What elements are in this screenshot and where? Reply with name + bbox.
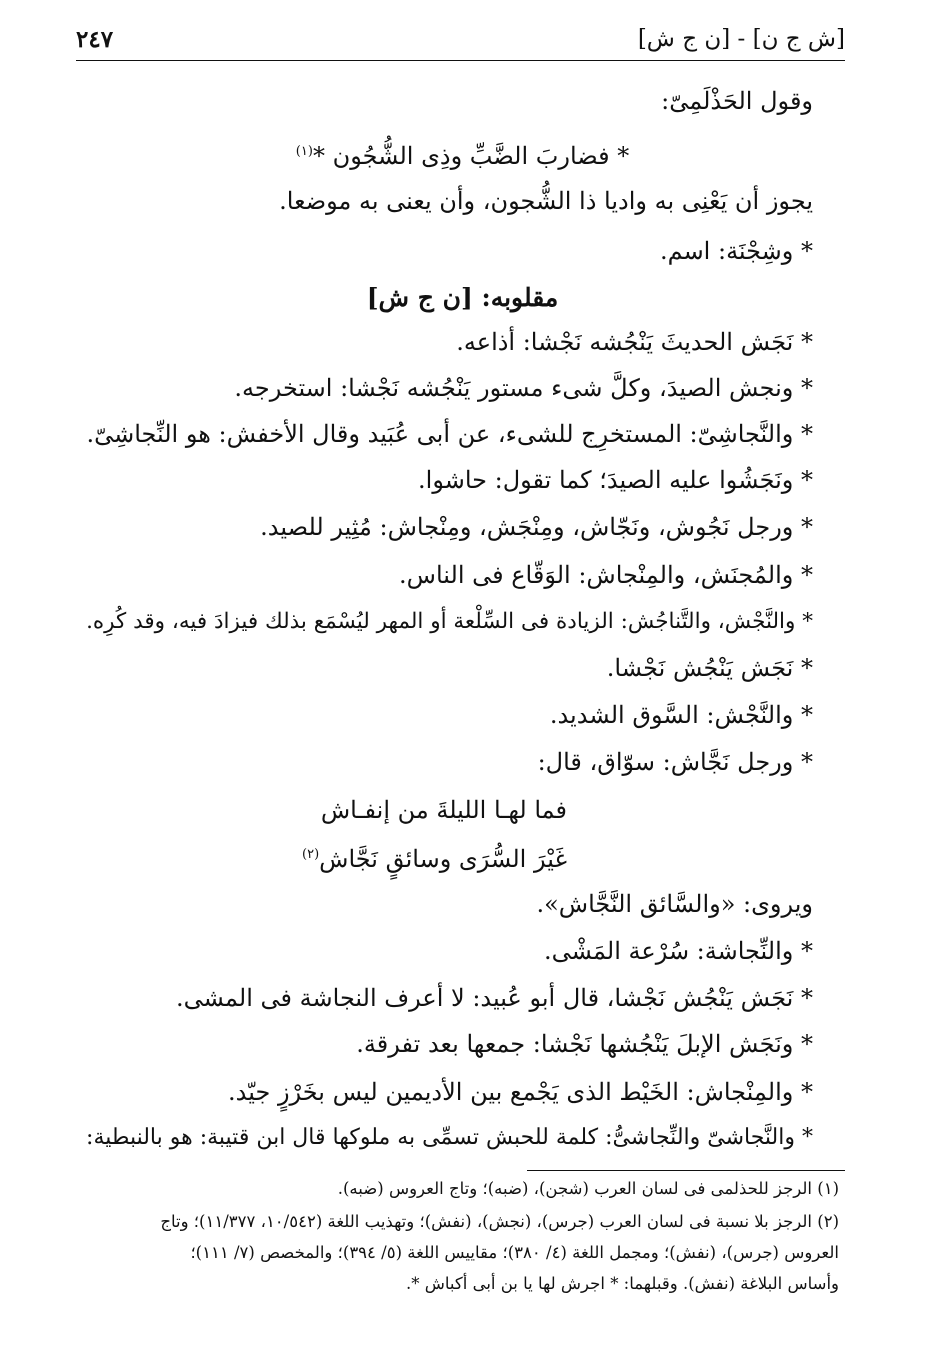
footnote: وأساس البلاغة (نفش). وقبلهما: * اجرش لها يا بن أبى أكباش *. [406, 1274, 839, 1293]
text-line: * والنَّجْش، والتَّناجُش: الزيادة فى السِّلْعة أو المهر ليُسْمَع بذلك فيزادَ فيه، وقد كُرِه. [86, 609, 813, 634]
text-line: * والمُجنَش، والمِنْجاش: الوَقّاع فى الناس. [399, 561, 813, 589]
footnote: (١) الرجز للحذلمى فى لسان العرب (شجن)، (ضبه)؛ وتاج العروس (ضبه). [337, 1179, 839, 1198]
text-line: * نَجَش يَنْجُش نَجْشا. [606, 654, 813, 682]
text-line: * والنَّجاشىّ والنِّجاشىُّ: كلمة للحبش تسمِّى به ملوكها قال ابن قتيبة: هو بالنبطية: [86, 1125, 813, 1150]
text-line: * ورجل نَجَّاش: سوّاق، قال: [537, 748, 813, 776]
section-heading: مقلوبه: [ن ج ش] [366, 283, 559, 312]
text-line: يجوز أن يَعْنِى به واديا ذا الشُّجون، وأن يعنى به موضعا. [279, 187, 813, 215]
footnote: العروس (جرس)، (نفش)؛ ومجمل اللغة (٤/ ٣٨٠)؛ مقاييس اللغة (٥/ ٣٩٤)؛ والمخصص (٧/ ١١١)؛ [190, 1243, 839, 1262]
verse-text: غَيْرَ السُّرَى وسائقٍ نَجَّاش [319, 845, 567, 873]
text-line: * وشِجْنَة: اسم. [659, 237, 813, 265]
footnote-rule [527, 1170, 845, 1171]
verse-text: * فضاربَ الضَّبِّ وذِى الشُّجُون * [312, 142, 630, 170]
text-line: * والنِّجاشة: سُرْعة المَشْى. [543, 937, 813, 965]
text-line: * نَجَش الحديثَ يَنْجُشه نَجْشا: أذاعه. [456, 328, 813, 356]
page-number: ٢٤٧ [76, 26, 114, 53]
header-rule [76, 60, 845, 61]
text-line: * والمِنْجاش: الخَيْط الذى يَجْمع بين الأديمين ليس بخَرْزٍ جيّد. [228, 1078, 813, 1106]
footnote-ref: (١) [295, 144, 313, 159]
section-title: [ش ج ن] - [ن ج ش] [637, 26, 845, 52]
text-line: * نَجَش يَنْجُش نَجْشا، قال أبو عُبيد: لا أعرف النجاشة فى المشى. [176, 984, 813, 1012]
footnote-ref: (٢) [302, 847, 320, 862]
text-line: * والنَّجاشِىّ: المستخرِج للشىء، عن أبى عُبَيد وقال الأخفش: هو النِّجاشِىّ. [86, 420, 813, 448]
verse-line [302, 840, 567, 874]
footnote: (٢) الرجز بلا نسبة فى لسان العرب (جرس)، (نجش)، (نفش)؛ وتهذيب اللغة (١٠/٥٤٢، ١١/٣٧٧)؛ وتاج [160, 1212, 839, 1231]
text-line: ويروى: «والسَّائق النَّجَّاش». [536, 890, 813, 918]
text-line: * ونجش الصيدَ، وكلَّ شىء مستور يَنْجُشه نَجْشا: استخرجه. [234, 374, 813, 402]
verse-line [0, 137, 925, 171]
text-line: * ونَجَش الإبلَ يَنْجُشها نَجْشا: جمعها بعد تفرقة. [356, 1030, 813, 1058]
text-line: * والنَّجْش: السَّوق الشديد. [549, 701, 813, 729]
page-header [76, 26, 845, 60]
text-line: * ونَجَشُوا عليه الصيدَ؛ كما تقول: حاشوا. [418, 466, 813, 494]
verse-line: فما لهـا الليلةَ من إنفـاش [320, 796, 567, 824]
text-line: * ورجل نَجُوش، ونَجّاش، ومِنْجَش، ومِنْجاش: مُثِير للصيد. [260, 513, 813, 541]
text-line: وقول الحَذْلَمِىّ: [661, 87, 813, 115]
